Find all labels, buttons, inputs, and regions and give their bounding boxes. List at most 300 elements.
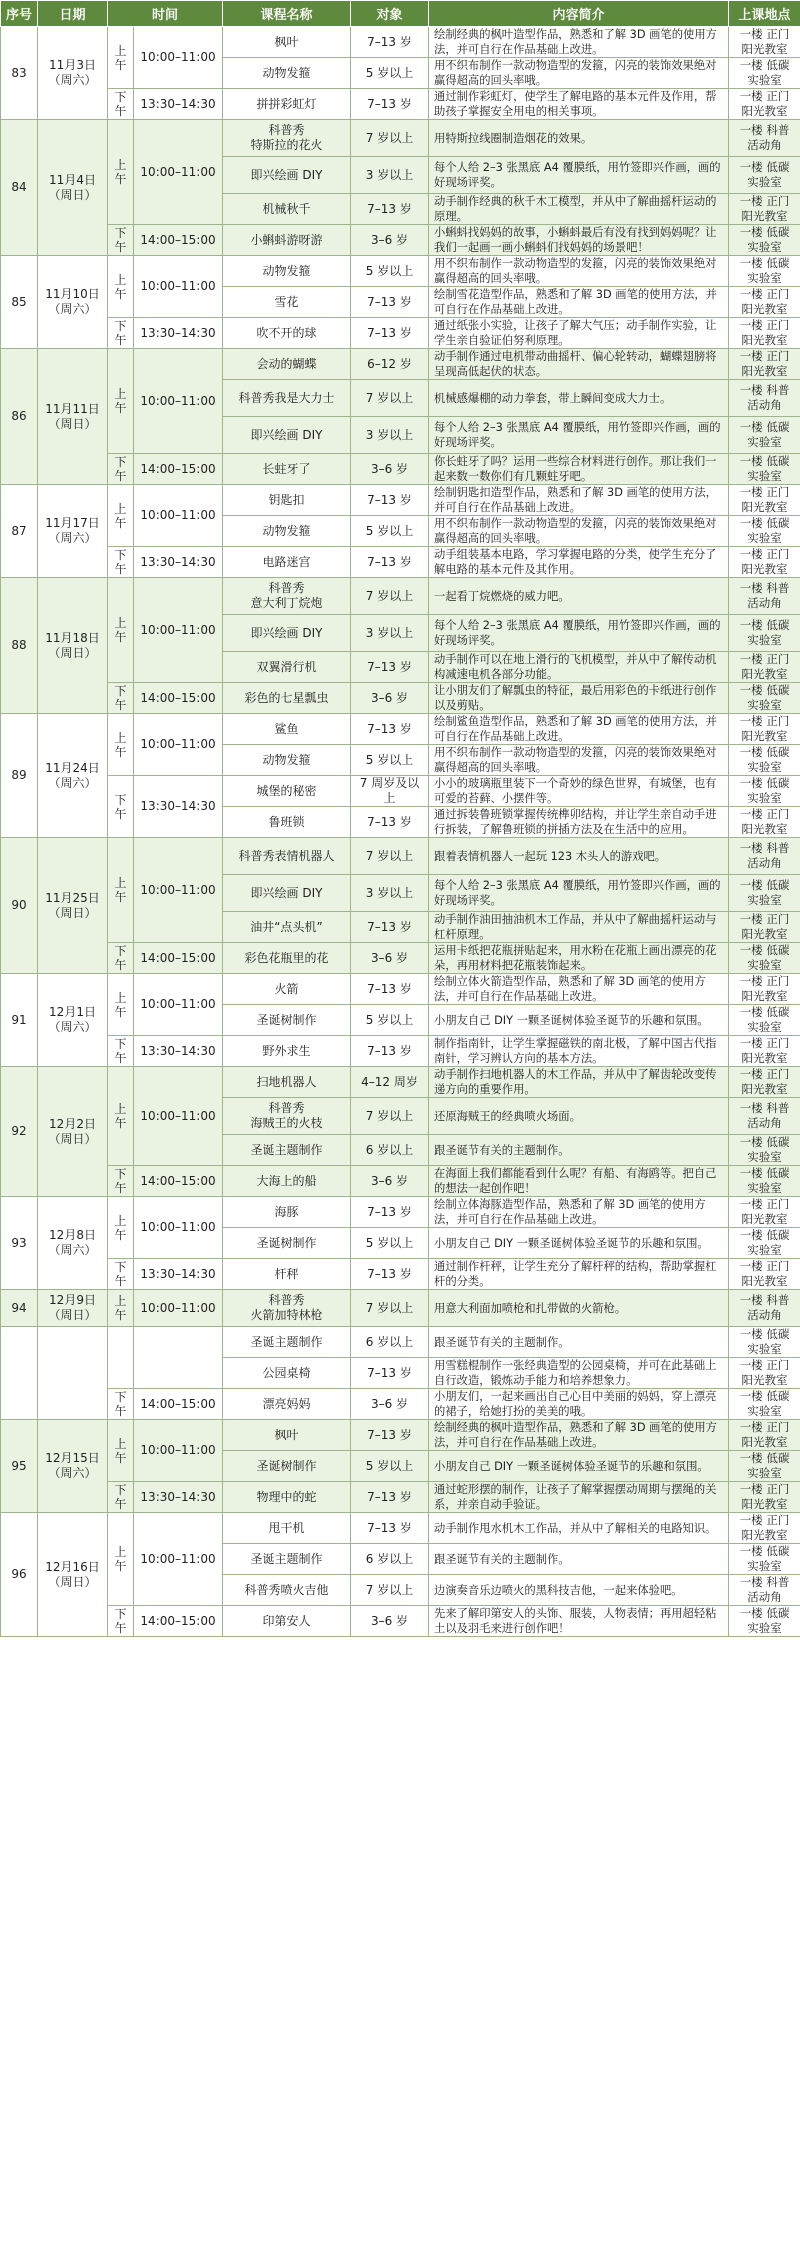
session-label: 下 午: [108, 454, 134, 485]
course-description: 一起看丁烷燃烧的威力吧。: [429, 578, 729, 615]
course-location: 一楼 正门 阳光教室: [729, 1036, 800, 1067]
course-target: 7 岁以上: [351, 1290, 429, 1327]
schedule-row: [1, 1327, 800, 1358]
course-date: [38, 1327, 108, 1420]
course-description: 每个人给 2–3 张黑底 A4 覆膜纸，用竹签即兴作画，画的好现场评奖。: [429, 157, 729, 194]
course-description: 先来了解印第安人的头饰、服装，人物表情；再用超轻粘土以及羽毛来进行创作吧！: [429, 1606, 729, 1637]
course-description: 绘制雪花造型作品，熟悉和了解 3D 画笔的使用方法，并可自行在作品基础上改进。: [429, 287, 729, 318]
course-target: 7 岁以上: [351, 120, 429, 157]
session-label: 下 午: [108, 1036, 134, 1067]
course-description: 通过制作彩虹灯，使学生了解电路的基本元件及作用，帮助孩子掌握安全用电的相关事项。: [429, 89, 729, 120]
course-name: 会动的蝴蝶: [223, 349, 351, 380]
schedule-row: [1, 1036, 800, 1067]
session-label: 下 午: [108, 89, 134, 120]
schedule-row: [1, 1420, 800, 1451]
course-name: 科普秀 海贼王的火枝: [223, 1098, 351, 1135]
schedule-row: [1, 89, 800, 120]
schedule-row: [1, 1290, 800, 1327]
course-target: 3–6 岁: [351, 1389, 429, 1420]
course-name: 圣诞树制作: [223, 1005, 351, 1036]
schedule-row: [1, 776, 800, 807]
course-name: 圣诞主题制作: [223, 1327, 351, 1358]
course-location: 一楼 低碳 实验室: [729, 1389, 800, 1420]
course-description: 边演奏音乐边喷火的黑科技吉他，一起来体验吧。: [429, 1575, 729, 1606]
time-slot: 13:30–14:30: [134, 89, 223, 120]
schedule-row: [1, 1389, 800, 1420]
course-description: 跟圣诞节有关的主题制作。: [429, 1135, 729, 1166]
course-description: 用意大利面加喷枪和扎带做的火箭枪。: [429, 1290, 729, 1327]
course-description: 小朋友自己 DIY 一颗圣诞树体验圣诞节的乐趣和氛围。: [429, 1005, 729, 1036]
course-target: 5 岁以上: [351, 1005, 429, 1036]
course-location: 一楼 低碳 实验室: [729, 683, 800, 714]
course-target: 3 岁以上: [351, 615, 429, 652]
course-date: 12月1日 （周六）: [38, 974, 108, 1067]
course-description: 绘制经典的枫叶造型作品，熟悉和了解 3D 画笔的使用方法，并可自行在作品基础上改进。: [429, 27, 729, 58]
course-target: 7–13 岁: [351, 652, 429, 683]
course-target: 5 岁以上: [351, 256, 429, 287]
course-location: 一楼 正门 阳光教室: [729, 974, 800, 1005]
course-target: 7–13 岁: [351, 1259, 429, 1290]
course-name: 机械秋千: [223, 194, 351, 225]
session-label: 下 午: [108, 1482, 134, 1513]
course-location: 一楼 科普 活动角: [729, 120, 800, 157]
time-slot: 14:00–15:00: [134, 1389, 223, 1420]
course-date: 11月3日 （周六）: [38, 27, 108, 120]
schedule-row: [1, 943, 800, 974]
course-name: 枫叶: [223, 1420, 351, 1451]
schedule-row: [1, 1606, 800, 1637]
course-target: 7 岁以上: [351, 1575, 429, 1606]
course-location: 一楼 科普 活动角: [729, 380, 800, 417]
sequence-number: 86: [1, 349, 38, 485]
course-location: 一楼 正门 阳光教室: [729, 714, 800, 745]
session-label: 下 午: [108, 318, 134, 349]
time-slot: 13:30–14:30: [134, 547, 223, 578]
session-label: 上 午: [108, 1067, 134, 1166]
sequence-number: 87: [1, 485, 38, 578]
course-target: 5 岁以上: [351, 516, 429, 547]
sequence-number: 89: [1, 714, 38, 838]
course-name: 印第安人: [223, 1606, 351, 1637]
sequence-number: [1, 1327, 38, 1420]
course-date: 12月2日 （周日）: [38, 1067, 108, 1197]
course-location: 一楼 正门 阳光教室: [729, 1358, 800, 1389]
course-name: 动物发箍: [223, 516, 351, 547]
course-description: 绘制钥匙扣造型作品，熟悉和了解 3D 画笔的使用方法，并可自行在作品基础上改进。: [429, 485, 729, 516]
schedule-row: [1, 714, 800, 745]
course-name: 圣诞主题制作: [223, 1135, 351, 1166]
sequence-number: 88: [1, 578, 38, 714]
course-name: 长蛀牙了: [223, 454, 351, 485]
course-description: 通过制作杆秤，让学生充分了解杆秤的结构，帮助掌握杠杆的分类。: [429, 1259, 729, 1290]
time-slot: [134, 1327, 223, 1389]
course-name: 漂亮妈妈: [223, 1389, 351, 1420]
course-target: 7 岁以上: [351, 380, 429, 417]
course-date: 12月15日 （周六）: [38, 1420, 108, 1513]
course-name: 电路迷宫: [223, 547, 351, 578]
course-name: 双翼滑行机: [223, 652, 351, 683]
course-name: 物理中的蛇: [223, 1482, 351, 1513]
course-target: 7 岁以上: [351, 1098, 429, 1135]
course-target: 7–13 岁: [351, 974, 429, 1005]
course-target: 3–6 岁: [351, 943, 429, 974]
course-location: 一楼 低碳 实验室: [729, 943, 800, 974]
course-target: 6 岁以上: [351, 1327, 429, 1358]
time-slot: 10:00–11:00: [134, 120, 223, 225]
schedule-row: [1, 454, 800, 485]
course-name: 圣诞主题制作: [223, 1544, 351, 1575]
course-name: 彩色的七星瓢虫: [223, 683, 351, 714]
course-name: 海豚: [223, 1197, 351, 1228]
course-location: 一楼 低碳 实验室: [729, 1451, 800, 1482]
schedule-row: [1, 225, 800, 256]
course-name: 雪花: [223, 287, 351, 318]
course-target: 3–6 岁: [351, 454, 429, 485]
time-slot: 10:00–11:00: [134, 578, 223, 683]
session-label: 下 午: [108, 1166, 134, 1197]
course-target: 7–13 岁: [351, 318, 429, 349]
course-description: 用不织布制作一款动物造型的发箍，闪亮的装饰效果绝对赢得超高的回头率哦。: [429, 516, 729, 547]
course-location: 一楼 低碳 实验室: [729, 1544, 800, 1575]
session-label: 上 午: [108, 578, 134, 683]
course-description: 每个人给 2–3 张黑底 A4 覆膜纸，用竹签即兴作画，画的好现场评奖。: [429, 615, 729, 652]
course-target: 3 岁以上: [351, 875, 429, 912]
course-description: 制作指南针，让学生掌握磁铁的南北极，了解中国古代指南针，学习辨认方向的基本方法。: [429, 1036, 729, 1067]
course-location: 一楼 正门 阳光教室: [729, 485, 800, 516]
time-slot: 10:00–11:00: [134, 838, 223, 943]
course-description: 动手制作油田抽油机木工作品，并从中了解曲摇杆运动与杠杆原理。: [429, 912, 729, 943]
course-target: 7–13 岁: [351, 27, 429, 58]
course-target: 7–13 岁: [351, 1513, 429, 1544]
course-target: 7–13 岁: [351, 89, 429, 120]
course-location: 一楼 低碳 实验室: [729, 875, 800, 912]
header-course-name: 课程名称: [223, 1, 351, 27]
session-label: 上 午: [108, 1290, 134, 1327]
course-location: 一楼 科普 活动角: [729, 838, 800, 875]
course-name: 扫地机器人: [223, 1067, 351, 1098]
sequence-number: 94: [1, 1290, 38, 1327]
course-target: 4–12 周岁: [351, 1067, 429, 1098]
course-location: 一楼 正门 阳光教室: [729, 547, 800, 578]
schedule-row: [1, 120, 800, 157]
course-target: 7 周岁及以上: [351, 776, 429, 807]
time-slot: 14:00–15:00: [134, 454, 223, 485]
course-location: 一楼 低碳 实验室: [729, 615, 800, 652]
time-slot: 10:00–11:00: [134, 1197, 223, 1259]
course-date: 11月4日 （周日）: [38, 120, 108, 256]
schedule-row: [1, 578, 800, 615]
course-description: 跟圣诞节有关的主题制作。: [429, 1327, 729, 1358]
course-name: 即兴绘画 DIY: [223, 157, 351, 194]
course-target: 7–13 岁: [351, 807, 429, 838]
course-name: 枫叶: [223, 27, 351, 58]
course-description: 用雪糕棍制作一张经典造型的公园桌椅，并可在此基础上自行改造，锻炼动手能力和培养想象力。: [429, 1358, 729, 1389]
course-target: 7–13 岁: [351, 485, 429, 516]
course-location: 一楼 低碳 实验室: [729, 745, 800, 776]
course-description: 每个人给 2–3 张黑底 A4 覆膜纸，用竹签即兴作画，画的好现场评奖。: [429, 417, 729, 454]
course-name: 彩色花瓶里的花: [223, 943, 351, 974]
sequence-number: 95: [1, 1420, 38, 1513]
course-location: 一楼 低碳 实验室: [729, 417, 800, 454]
course-target: 7–13 岁: [351, 714, 429, 745]
time-slot: 14:00–15:00: [134, 1606, 223, 1637]
course-location: 一楼 正门 阳光教室: [729, 1482, 800, 1513]
course-description: 动手制作经典的秋千木工模型，并从中了解曲摇杆运动的原理。: [429, 194, 729, 225]
session-label: 下 午: [108, 547, 134, 578]
header-date: 日期: [38, 1, 108, 27]
course-description: 绘制经典的枫叶造型作品，熟悉和了解 3D 画笔的使用方法，并可自行在作品基础上改进。: [429, 1420, 729, 1451]
course-target: 3–6 岁: [351, 225, 429, 256]
course-description: 通过拆装鲁班锁掌握传统榫卯结构，并让学生亲自动手进行拆装，了解鲁班锁的拼插方法及在生活中的应用。: [429, 807, 729, 838]
header-target: 对象: [351, 1, 429, 27]
session-label: 上 午: [108, 27, 134, 89]
course-name: 野外求生: [223, 1036, 351, 1067]
course-description: 动手制作扫地机器人的木工作品，并从中了解齿轮改变传递方向的重要作用。: [429, 1067, 729, 1098]
course-name: 公园桌椅: [223, 1358, 351, 1389]
course-location: 一楼 正门 阳光教室: [729, 27, 800, 58]
time-slot: 14:00–15:00: [134, 683, 223, 714]
course-location: 一楼 科普 活动角: [729, 1575, 800, 1606]
time-slot: 13:30–14:30: [134, 776, 223, 838]
course-target: 3 岁以上: [351, 157, 429, 194]
course-name: 吹不开的球: [223, 318, 351, 349]
course-location: 一楼 正门 阳光教室: [729, 1067, 800, 1098]
course-description: 通过蛇形摆的制作，让孩子了解掌握摆动周期与摆绳的关系，并亲自动手验证。: [429, 1482, 729, 1513]
session-label: 下 午: [108, 683, 134, 714]
course-location: 一楼 正门 阳光教室: [729, 1197, 800, 1228]
course-location: 一楼 低碳 实验室: [729, 516, 800, 547]
course-location: 一楼 低碳 实验室: [729, 1327, 800, 1358]
time-slot: 14:00–15:00: [134, 1166, 223, 1197]
course-location: 一楼 正门 阳光教室: [729, 89, 800, 120]
time-slot: 10:00–11:00: [134, 1290, 223, 1327]
course-name: 城堡的秘密: [223, 776, 351, 807]
sequence-number: 83: [1, 27, 38, 120]
course-description: 用不织布制作一款动物造型的发箍，闪亮的装饰效果绝对赢得超高的回头率哦。: [429, 58, 729, 89]
course-location: 一楼 正门 阳光教室: [729, 807, 800, 838]
course-name: 科普秀 意大利丁烷炮: [223, 578, 351, 615]
schedule-row: [1, 318, 800, 349]
course-target: 5 岁以上: [351, 58, 429, 89]
course-description: 小小的玻璃瓶里装下一个奇妙的绿色世界，有城堡，也有可爱的苔藓、小摆件等。: [429, 776, 729, 807]
course-location: 一楼 正门 阳光教室: [729, 652, 800, 683]
course-description: 小蝌蚪找妈妈的故事，小蝌蚪最后有没有找到妈妈呢？让我们一起画一画小蝌蚪们找妈妈的场景吧！: [429, 225, 729, 256]
session-label: 下 午: [108, 225, 134, 256]
course-target: 5 岁以上: [351, 1451, 429, 1482]
sequence-number: 90: [1, 838, 38, 974]
sequence-number: 84: [1, 120, 38, 256]
time-slot: 10:00–11:00: [134, 485, 223, 547]
course-description: 绘制立体火箭造型作品，熟悉和了解 3D 画笔的使用方法，并可自行在作品基础上改进。: [429, 974, 729, 1005]
schedule-row: [1, 838, 800, 875]
course-description: 通过纸张小实验，让孩子了解大气压；动手制作实验，让学生亲自验证伯努利原理。: [429, 318, 729, 349]
course-description: 绘制立体海豚造型作品，熟悉和了解 3D 画笔的使用方法，并可自行在作品基础上改进。: [429, 1197, 729, 1228]
course-target: 7 岁以上: [351, 838, 429, 875]
course-target: 7–13 岁: [351, 547, 429, 578]
session-label: 上 午: [108, 714, 134, 776]
time-slot: 10:00–11:00: [134, 1513, 223, 1606]
header-description: 内容简介: [429, 1, 729, 27]
course-name: 鲁班锁: [223, 807, 351, 838]
course-location: 一楼 科普 活动角: [729, 1290, 800, 1327]
header-seq: 序号: [1, 1, 38, 27]
course-location: 一楼 低碳 实验室: [729, 454, 800, 485]
time-slot: 13:30–14:30: [134, 318, 223, 349]
course-date: 11月25日 （周日）: [38, 838, 108, 974]
course-description: 用不织布制作一款动物造型的发箍，闪亮的装饰效果绝对赢得超高的回头率哦。: [429, 256, 729, 287]
session-label: 下 午: [108, 776, 134, 838]
course-location: 一楼 低碳 实验室: [729, 157, 800, 194]
course-description: 机械感爆棚的动力拳套，带上瞬间变成大力士。: [429, 380, 729, 417]
schedule-row: [1, 1482, 800, 1513]
course-target: 7–13 岁: [351, 1197, 429, 1228]
course-target: 7–13 岁: [351, 1358, 429, 1389]
schedule-row: [1, 1197, 800, 1228]
course-location: 一楼 科普 活动角: [729, 1098, 800, 1135]
course-date: 11月10日 （周六）: [38, 256, 108, 349]
course-location: 一楼 正门 阳光教室: [729, 1513, 800, 1544]
course-name: 圣诞树制作: [223, 1451, 351, 1482]
course-target: 7–13 岁: [351, 194, 429, 225]
course-target: 6 岁以上: [351, 1135, 429, 1166]
schedule-row: [1, 1067, 800, 1098]
course-location: 一楼 正门 阳光教室: [729, 318, 800, 349]
course-description: 还原海贼王的经典喷火场面。: [429, 1098, 729, 1135]
course-target: 7–13 岁: [351, 1036, 429, 1067]
course-name: 动物发箍: [223, 256, 351, 287]
course-name: 火箭: [223, 974, 351, 1005]
schedule-row: [1, 547, 800, 578]
course-description: 跟着表情机器人一起玩 123 木头人的游戏吧。: [429, 838, 729, 875]
course-name: 小蝌蚪游呀游: [223, 225, 351, 256]
course-target: 5 岁以上: [351, 745, 429, 776]
course-name: 鲨鱼: [223, 714, 351, 745]
schedule-row: [1, 974, 800, 1005]
time-slot: 14:00–15:00: [134, 943, 223, 974]
course-name: 即兴绘画 DIY: [223, 417, 351, 454]
session-label: 上 午: [108, 120, 134, 225]
time-slot: 10:00–11:00: [134, 714, 223, 776]
header-row: [1, 1, 800, 27]
course-location: 一楼 低碳 实验室: [729, 1166, 800, 1197]
course-location: 一楼 正门 阳光教室: [729, 349, 800, 380]
course-date: 12月9日 （周日）: [38, 1290, 108, 1327]
course-location: 一楼 正门 阳光教室: [729, 912, 800, 943]
course-location: 一楼 低碳 实验室: [729, 58, 800, 89]
course-target: 3–6 岁: [351, 1166, 429, 1197]
time-slot: 10:00–11:00: [134, 349, 223, 454]
course-name: 圣诞树制作: [223, 1228, 351, 1259]
time-slot: 10:00–11:00: [134, 256, 223, 318]
course-name: 杆秤: [223, 1259, 351, 1290]
session-label: 上 午: [108, 974, 134, 1036]
time-slot: 14:00–15:00: [134, 225, 223, 256]
course-description: 绘制鲨鱼造型作品，熟悉和了解 3D 画笔的使用方法，并可自行在作品基础上改进。: [429, 714, 729, 745]
course-description: 在海面上我们都能看到什么呢？有船、有海鸥等。把自己的想法一起创作吧！: [429, 1166, 729, 1197]
course-date: 11月17日 （周六）: [38, 485, 108, 578]
course-date: 11月11日 （周日）: [38, 349, 108, 485]
sequence-number: 91: [1, 974, 38, 1067]
session-label: 上 午: [108, 485, 134, 547]
course-name: 即兴绘画 DIY: [223, 615, 351, 652]
sequence-number: 92: [1, 1067, 38, 1197]
course-description: 你长蛀牙了吗？运用一些综合材料进行创作。那让我们一起来数一数你们有几颗蛀牙吧。: [429, 454, 729, 485]
session-label: 上 午: [108, 349, 134, 454]
schedule-body: [1, 27, 800, 1637]
sequence-number: 93: [1, 1197, 38, 1290]
course-location: 一楼 正门 阳光教室: [729, 194, 800, 225]
course-target: 5 岁以上: [351, 1228, 429, 1259]
course-date: 11月18日 （周日）: [38, 578, 108, 714]
session-label: 下 午: [108, 1259, 134, 1290]
course-location: 一楼 低碳 实验室: [729, 1005, 800, 1036]
schedule-row: [1, 349, 800, 380]
time-slot: 10:00–11:00: [134, 1420, 223, 1482]
time-slot: 10:00–11:00: [134, 1067, 223, 1166]
course-name: 即兴绘画 DIY: [223, 875, 351, 912]
course-target: 6 岁以上: [351, 1544, 429, 1575]
course-location: 一楼 正门 阳光教室: [729, 1420, 800, 1451]
course-description: 小朋友们，一起来画出自己心目中美丽的妈妈，穿上漂亮的裙子，给她打扮的美美的哦。: [429, 1389, 729, 1420]
schedule-row: [1, 683, 800, 714]
course-date: 12月16日 （周日）: [38, 1513, 108, 1637]
session-label: [108, 1327, 134, 1389]
course-location: 一楼 低碳 实验室: [729, 1135, 800, 1166]
course-description: 跟圣诞节有关的主题制作。: [429, 1544, 729, 1575]
course-location: 一楼 低碳 实验室: [729, 225, 800, 256]
header-time: 时间: [108, 1, 223, 27]
course-name: 动物发箍: [223, 58, 351, 89]
course-description: 小朋友自己 DIY 一颗圣诞树体验圣诞节的乐趣和氛围。: [429, 1451, 729, 1482]
course-name: 大海上的船: [223, 1166, 351, 1197]
course-name: 拼拼彩虹灯: [223, 89, 351, 120]
course-name: 钥匙扣: [223, 485, 351, 516]
course-location: 一楼 正门 阳光教室: [729, 287, 800, 318]
course-description: 让小朋友们了解瓢虫的特征，最后用彩色的卡纸进行创作以及剪贴。: [429, 683, 729, 714]
course-description: 动手制作甩水机木工作品，并从中了解相关的电路知识。: [429, 1513, 729, 1544]
course-name: 油井“点头机”: [223, 912, 351, 943]
course-location: 一楼 低碳 实验室: [729, 256, 800, 287]
course-description: 动手制作通过电机带动曲摇杆、偏心轮转动，蝴蝶翅膀将呈现高低起伏的状态。: [429, 349, 729, 380]
course-location: 一楼 低碳 实验室: [729, 1606, 800, 1637]
course-description: 每个人给 2–3 张黑底 A4 覆膜纸，用竹签即兴作画，画的好现场评奖。: [429, 875, 729, 912]
time-slot: 10:00–11:00: [134, 27, 223, 89]
schedule-row: [1, 27, 800, 58]
course-name: 科普秀 特斯拉的花火: [223, 120, 351, 157]
course-name: 科普秀表情机器人: [223, 838, 351, 875]
course-target: 7–13 岁: [351, 1482, 429, 1513]
course-name: 动物发箍: [223, 745, 351, 776]
course-location: 一楼 正门 阳光教室: [729, 1259, 800, 1290]
course-description: 动手组装基本电路，学习掌握电路的分类，使学生充分了解电路的基本元件及其作用。: [429, 547, 729, 578]
course-date: 12月8日 （周六）: [38, 1197, 108, 1290]
course-description: 动手制作可以在地上滑行的飞机模型，并从中了解传动机构减速电机各部分功能。: [429, 652, 729, 683]
course-location: 一楼 低碳 实验室: [729, 1228, 800, 1259]
course-target: 7–13 岁: [351, 1420, 429, 1451]
time-slot: 13:30–14:30: [134, 1259, 223, 1290]
schedule-row: [1, 485, 800, 516]
course-name: 科普秀喷火吉他: [223, 1575, 351, 1606]
course-target: 6–12 岁: [351, 349, 429, 380]
course-target: 3–6 岁: [351, 683, 429, 714]
time-slot: 13:30–14:30: [134, 1036, 223, 1067]
time-slot: 13:30–14:30: [134, 1482, 223, 1513]
course-name: 科普秀 火箭加特林枪: [223, 1290, 351, 1327]
session-label: 下 午: [108, 1606, 134, 1637]
course-description: 用特斯拉线圈制造烟花的效果。: [429, 120, 729, 157]
schedule-row: [1, 1166, 800, 1197]
course-target: 7 岁以上: [351, 578, 429, 615]
